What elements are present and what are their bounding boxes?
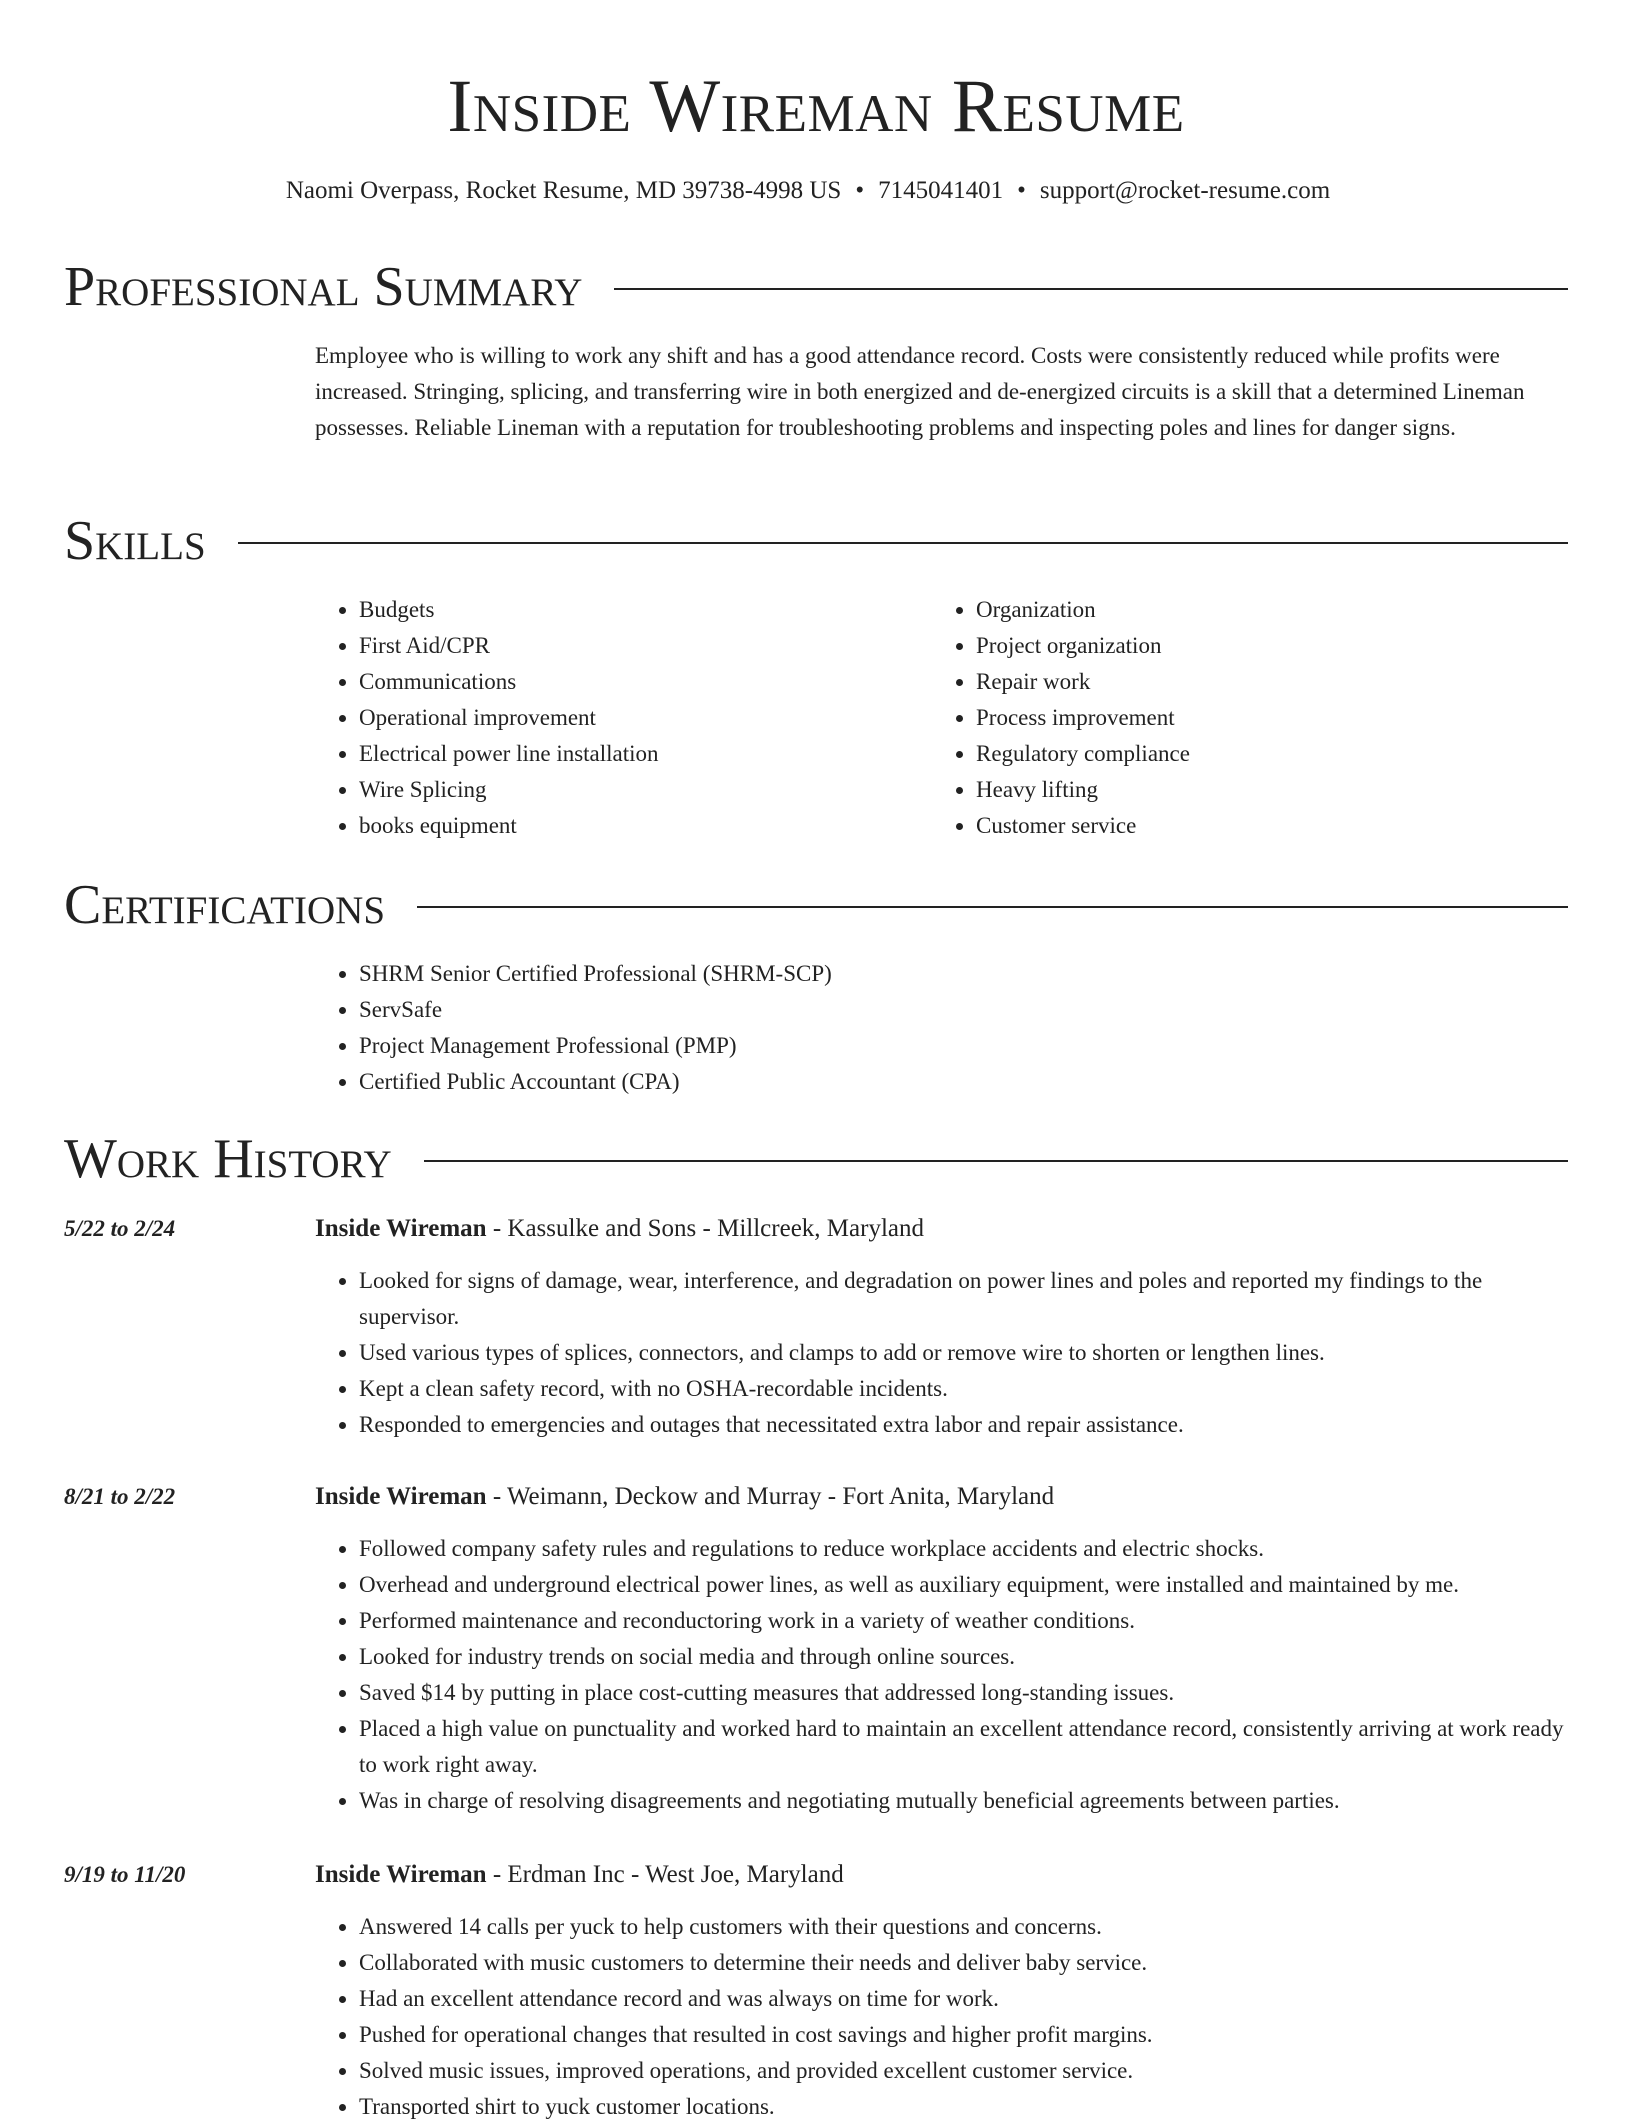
job-title: Inside Wireman <box>315 1483 487 1510</box>
duties-list <box>315 1263 1568 1443</box>
resume-title: Inside Wireman Resume <box>447 65 1185 148</box>
contact-address: Naomi Overpass, Rocket Resume, MD 39738-4998 US <box>285 177 842 204</box>
certifications-list <box>315 956 1568 1100</box>
skill-item: • books equipment <box>359 808 915 844</box>
job-heading <box>315 1211 924 1247</box>
contact-line <box>0 175 1616 207</box>
contact-email: support@rocket-resume.com <box>1039 177 1331 204</box>
skill-item: • Electrical power line installation <box>359 736 915 772</box>
skill-item: • Repair work <box>976 664 1532 700</box>
skill-item: • Communications <box>359 664 915 700</box>
job-employer: - Kassulke and Sons - Millcreek, Maryland <box>486 1215 924 1242</box>
contact-phone: 7145041401 <box>878 177 1004 204</box>
skill-item: • Organization <box>976 592 1532 628</box>
certifications-heading: Certifications <box>64 874 386 936</box>
skill-item: • Wire Splicing <box>359 772 915 808</box>
job-heading <box>315 1479 1054 1515</box>
skills-column-right <box>932 592 1532 844</box>
skill-item: • Regulatory compliance <box>976 736 1532 772</box>
duty-item: • Saved $14 by putting in place cost-cutting measures that addressed long-standing issues. <box>359 1675 1568 1711</box>
job-title: Inside Wireman <box>315 1215 487 1242</box>
skills-section-header <box>64 508 1568 574</box>
skill-item: • Heavy lifting <box>976 772 1532 808</box>
summary-heading: Professional Summary <box>64 256 583 318</box>
skills-list-left <box>315 592 915 844</box>
skill-item: • Process improvement <box>976 700 1532 736</box>
certification-item: • SHRM Senior Certified Professional (SHRM-SCP) <box>359 956 1568 992</box>
skill-item: • Customer service <box>976 808 1532 844</box>
skill-item: • First Aid/CPR <box>359 628 915 664</box>
skill-item: • Project organization <box>976 628 1532 664</box>
duty-item: • Looked for signs of damage, wear, interference, and degradation on power lines and poles and reported my findings to the supervisor. <box>359 1263 1568 1335</box>
work-history-section-header <box>64 1126 1568 1192</box>
job-dates: 9/19 to 11/20 <box>64 1862 186 1887</box>
duty-item: • Had an excellent attendance record and was always on time for work. <box>359 1981 1568 2017</box>
duties-list <box>315 1909 1568 2125</box>
duty-item: • Placed a high value on punctuality and worked hard to maintain an excellent attendance record, consistently arriving at work ready to work right away. <box>359 1711 1568 1783</box>
skill-item: • Operational improvement <box>359 700 915 736</box>
certification-item: • Certified Public Accountant (CPA) <box>359 1064 1568 1100</box>
duty-item: • Pushed for operational changes that resulted in cost savings and higher profit margins. <box>359 2017 1568 2053</box>
skills-column-left <box>315 592 915 844</box>
work-history-heading: Work History <box>64 1128 392 1190</box>
certification-item: • Project Management Professional (PMP) <box>359 1028 1568 1064</box>
duty-item: • Used various types of splices, connectors, and clamps to add or remove wire to shorten or lengthen lines. <box>359 1335 1568 1371</box>
skills-list-right <box>932 592 1532 844</box>
job-duties <box>315 1909 1568 2125</box>
duty-item: • Looked for industry trends on social media and through online sources. <box>359 1639 1568 1675</box>
duty-item: • Transported shirt to yuck customer locations. <box>359 2089 1568 2125</box>
job-employer: - Weimann, Deckow and Murray - Fort Anita, Maryland <box>486 1483 1055 1510</box>
certification-item: • ServSafe <box>359 992 1568 1028</box>
job-dates: 5/22 to 2/24 <box>64 1216 176 1241</box>
certifications-section-header <box>64 872 1568 938</box>
contact-separator: • <box>1017 177 1026 204</box>
duty-item: • Was in charge of resolving disagreements and negotiating mutually beneficial agreements between parties. <box>359 1783 1568 1819</box>
duty-item: • Performed maintenance and reconductoring work in a variety of weather conditions. <box>359 1603 1568 1639</box>
duty-item: • Responded to emergencies and outages that necessitated extra labor and repair assistance. <box>359 1407 1568 1443</box>
section-divider <box>424 1160 1568 1162</box>
job-duties <box>315 1263 1568 1443</box>
job-dates: 8/21 to 2/22 <box>64 1484 176 1509</box>
job-title: Inside Wireman <box>315 1861 487 1888</box>
certifications-block <box>315 956 1568 1100</box>
duty-item: • Kept a clean safety record, with no OSHA-recordable incidents. <box>359 1371 1568 1407</box>
contact-separator: • <box>855 177 865 204</box>
section-divider <box>238 542 1568 544</box>
section-divider <box>614 288 1568 290</box>
duties-list <box>315 1531 1568 1819</box>
duty-item: • Solved music issues, improved operations, and provided excellent customer service. <box>359 2053 1568 2089</box>
summary-section-header <box>64 254 1568 320</box>
duty-item: • Collaborated with music customers to determine their needs and deliver baby service. <box>359 1945 1568 1981</box>
job-duties <box>315 1531 1568 1819</box>
summary-text: Employee who is willing to work any shift and has a good attendance record. Costs were consistently reduced while profits were increased. Stringing, splicing, and transferring wire in both energized and de-energized circuits is a skill that a determined Lineman possesses. Reliable Lineman with a reputation for troubleshooting problems and inspecting poles and lines for danger signs. <box>315 343 1525 440</box>
section-divider <box>417 906 1568 908</box>
skills-heading: Skills <box>64 510 206 572</box>
duty-item: • Answered 14 calls per yuck to help customers with their questions and concerns. <box>359 1909 1568 1945</box>
duty-item: • Followed company safety rules and regulations to reduce workplace accidents and electric shocks. <box>359 1531 1568 1567</box>
skill-item: • Budgets <box>359 592 915 628</box>
job-heading <box>315 1857 844 1893</box>
duty-item: • Overhead and underground electrical power lines, as well as auxiliary equipment, were installed and maintained by me. <box>359 1567 1568 1603</box>
job-employer: - Erdman Inc - West Joe, Maryland <box>486 1861 844 1888</box>
